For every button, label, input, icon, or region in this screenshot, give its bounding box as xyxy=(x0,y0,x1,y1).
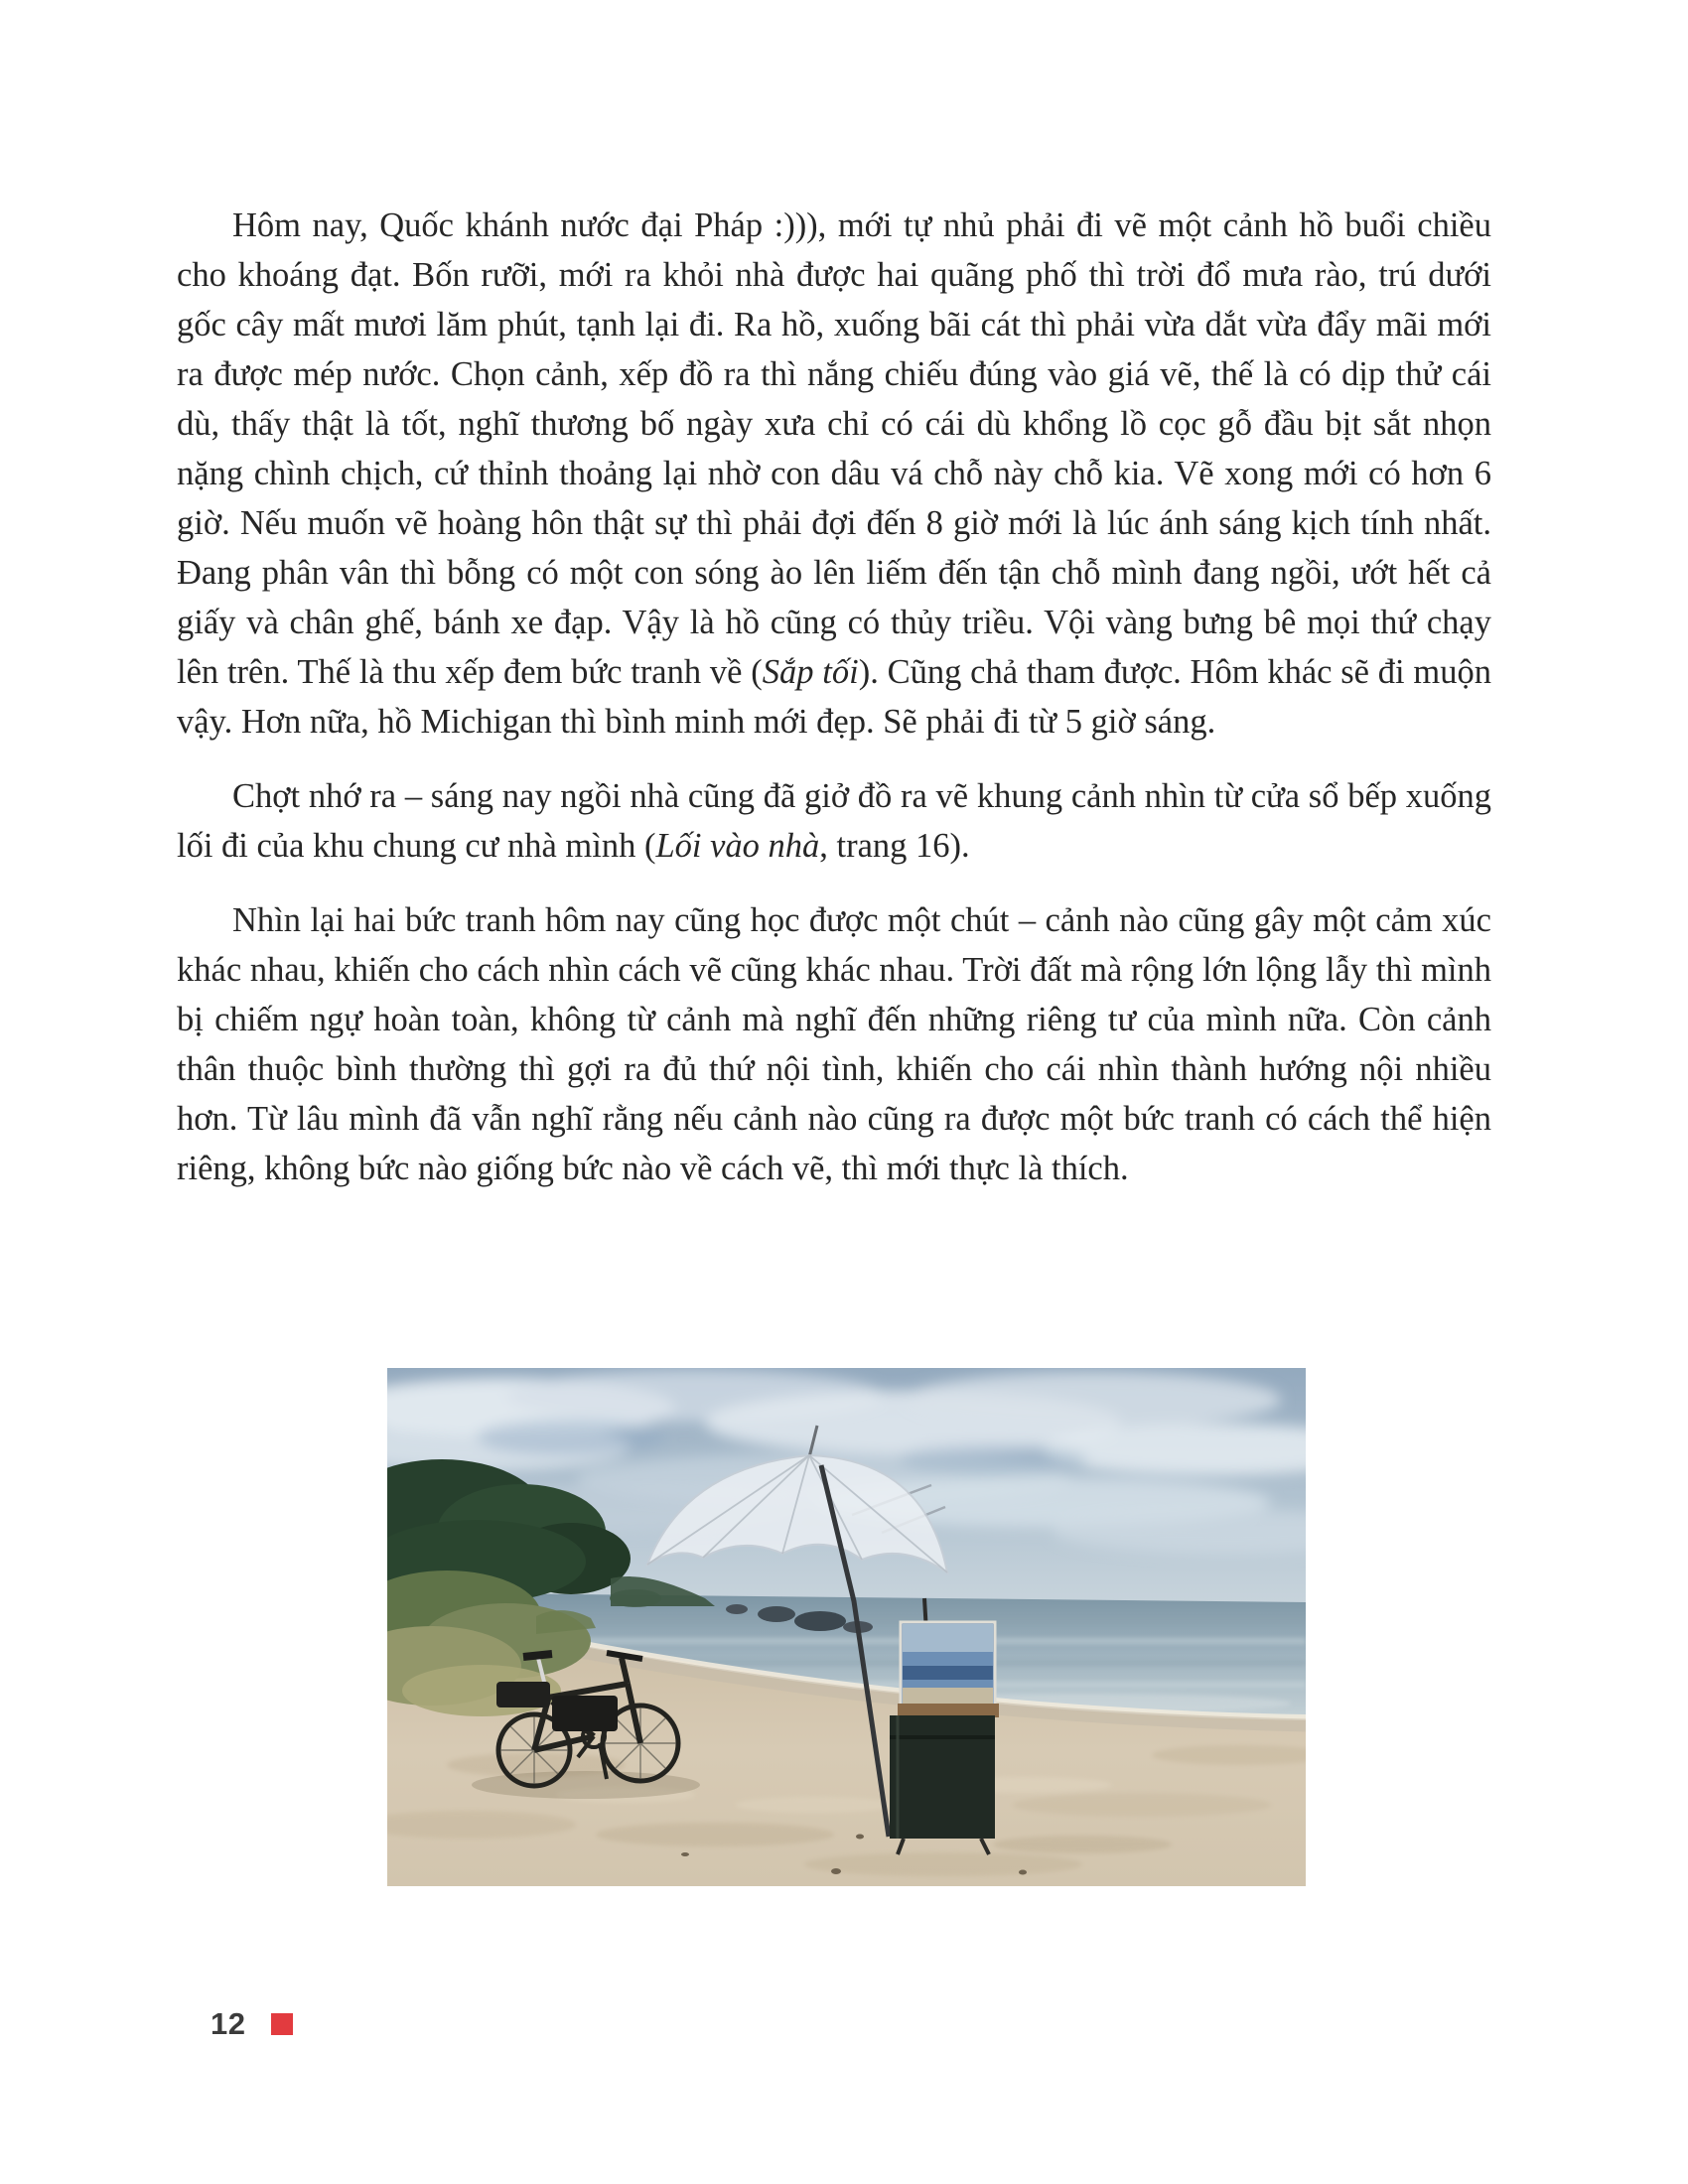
footer-marker-square xyxy=(271,2013,293,2035)
page-footer xyxy=(211,2006,293,2041)
body-text xyxy=(177,201,1491,1193)
painting-title-sap-toi: Sắp tối xyxy=(762,653,859,691)
paragraph-1-part-1: Hôm nay, Quốc khánh nước đại Pháp :))), mới tự nhủ phải đi vẽ một cảnh hồ buổi chiều cho khoáng đạt. Bốn rưỡi, mới ra khỏi nhà được hai quãng phố thì trời đổ mưa rào, trú dưới gốc cây mất mươi lăm phút, tạnh lại đi. Ra hồ, xuống bãi cát thì phải vừa dắt vừa đẩy mãi mới ra được mép nước. Chọn cảnh, xếp đồ ra thì nắng chiếu đúng vào giá vẽ, thế là có dịp thử cái dù, thấy thật là tốt, nghĩ thương bố ngày xưa chỉ có cái dù khổng lồ cọc gỗ đầu bịt sắt nhọn nặng chình chịch, cứ thỉnh thoảng lại nhờ con dâu vá chỗ này chỗ kia. Vẽ xong mới có hơn 6 giờ. Nếu muốn vẽ hoàng hôn thật sự thì phải đợi đến 8 giờ mới là lúc ánh sáng kịch tính nhất. Đang phân vân thì bỗng có một con sóng ào lên liếm đến tận chỗ mình đang ngồi, ướt hết cả giấy và chân ghế, bánh xe đạp. Vậy là hồ cũng có thủy triều. Vội vàng bưng bê mọi thứ chạy lên trên. Thế là thu xếp đem bức tranh về ( xyxy=(177,206,1491,691)
page-number: 12 xyxy=(211,2006,246,2041)
paragraph-1 xyxy=(177,201,1491,747)
bike-frame-bag xyxy=(552,1696,618,1731)
bike-rear-bag xyxy=(496,1682,550,1707)
painting-title-loi-vao-nha: Lối vào nhà xyxy=(655,827,820,865)
paragraph-2-part-2: , trang 16). xyxy=(819,827,970,865)
beach-photo-illustration xyxy=(387,1368,1306,1886)
beach-photo xyxy=(387,1368,1306,1886)
paragraph-3 xyxy=(177,895,1491,1193)
easel-tray xyxy=(898,1704,999,1717)
paragraph-3-part-1: Nhìn lại hai bức tranh hôm nay cũng học được một chút – cảnh nào cũng gây một cảm xúc khác nhau, khiến cho cách nhìn cách vẽ cũng khác nhau. Trời đất mà rộng lớn lộng lẫy thì mình bị chiếm ngự hoàn toàn, không từ cảnh mà nghĩ đến những riêng tư của mình nữa. Còn cảnh thân thuộc bình thường thì gợi ra đủ thứ nội tình, khiến cho cái nhìn thành hướng nội nhiều hơn. Từ lâu mình đã vẫn nghĩ rằng nếu cảnh nào cũng ra được một bức tranh có cách thể hiện riêng, không bức nào giống bức nào về cách vẽ, thì mới thực là thích. xyxy=(177,901,1491,1187)
photo-pochade-box xyxy=(890,1715,995,1854)
paragraph-2-part-1: Chợt nhớ ra – sáng nay ngồi nhà cũng đã giở đồ ra vẽ khung cảnh nhìn từ cửa sổ bếp xuống lối đi của khu chung cư nhà mình ( xyxy=(177,777,1491,865)
paragraph-1-part-2: ). Cũng chả tham được. Hôm khác sẽ đi muộn vậy. Hơn nữa, hồ Michigan thì bình minh mới đẹp. Sẽ phải đi từ 5 giờ sáng. xyxy=(177,653,1491,741)
paragraph-2 xyxy=(177,771,1491,871)
